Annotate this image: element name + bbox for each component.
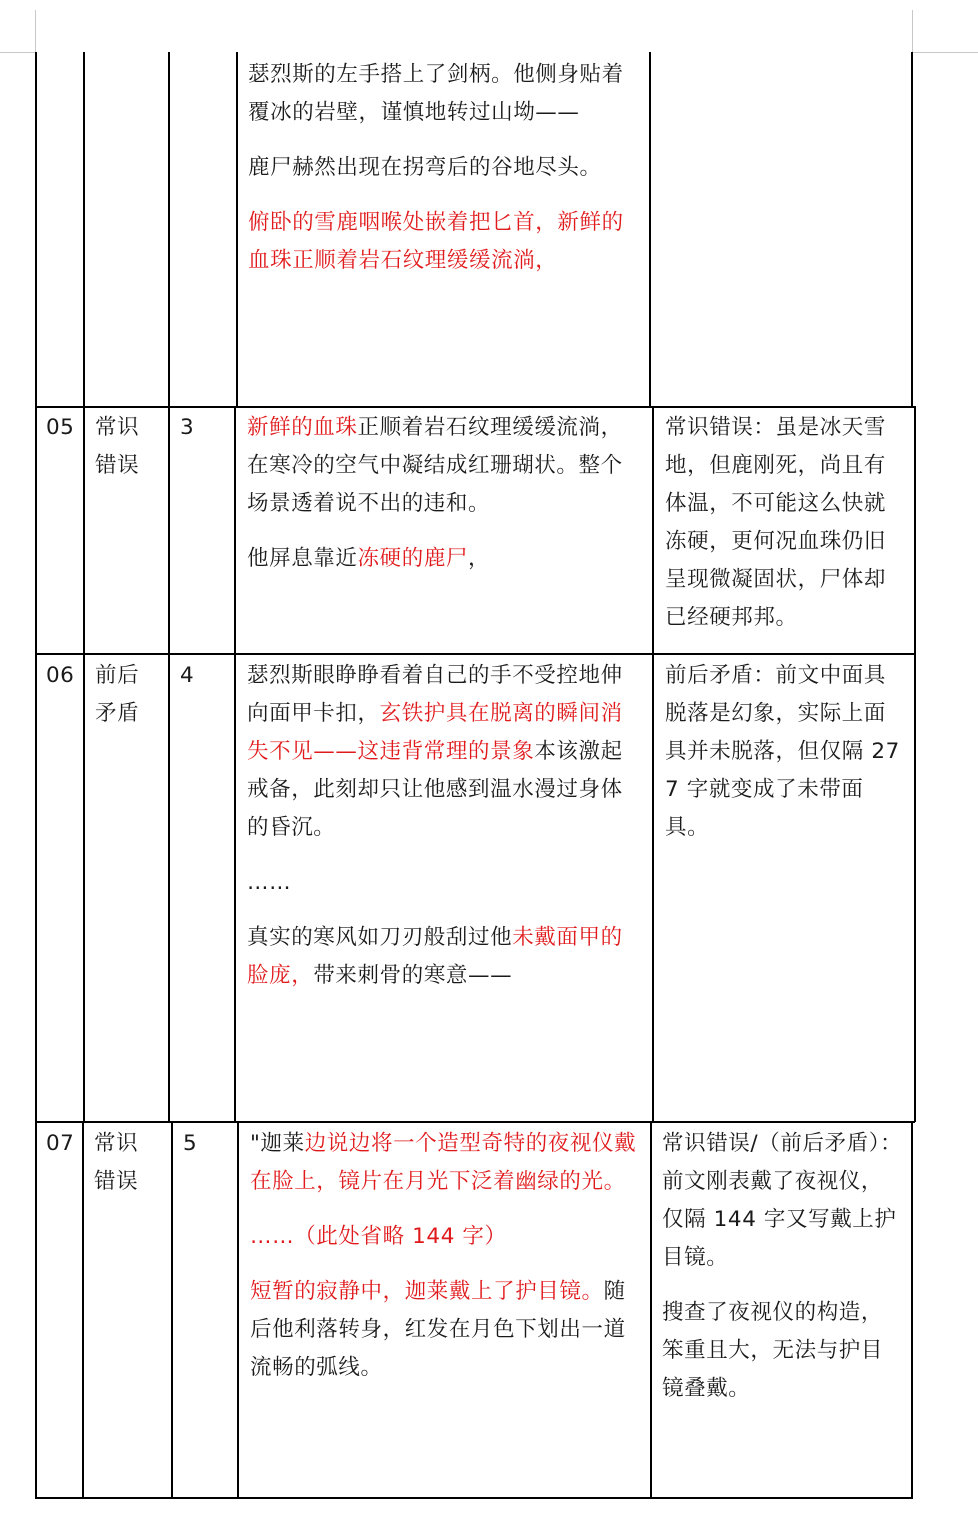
crop-mark-top-left [35,10,36,52]
row-id-05: 05 [46,415,75,440]
cell-paragraph [247,864,642,902]
cell-paragraph [247,540,642,578]
crop-mark-top-left-horizontal [0,52,36,53]
excerpt-cell-07 [250,1125,642,1387]
body-text: "迦莱 [250,1131,305,1156]
body-text: 本该激起戒备，此刻却只让他感到温水漫过身体的昏沉。 [247,739,623,840]
crop-mark-top-right [912,10,913,52]
highlighted-text: 玄铁护具在脱离的瞬间消失不见——这违背常理的景象 [247,701,623,764]
body-text: …… [247,870,292,895]
body-text: 常识错误/（前后矛盾）：前文刚表戴了夜视仪，仅隔 144 字又写戴上护目镜。 [662,1131,903,1270]
cell-paragraph [248,204,640,280]
note-cell-07 [662,1125,904,1408]
body-text: ， [468,546,491,571]
error-count-06: 4 [180,663,195,688]
note-cell-05 [665,409,905,637]
highlighted-text: 边说边将一个造型奇特的夜视仪戴在脸上，镜片在月光下泛着幽绿的光。 [250,1131,637,1194]
body-text: 前后矛盾：前文中面具脱落是幻象，实际上面具并未脱落，但仅隔 277 字就变成了未带面具。 [665,663,900,840]
body-text: 瑟烈斯的左手搭上了剑柄。他侧身贴着覆冰的岩壁，谨慎地转过山坳—— [248,62,624,125]
cell-paragraph [248,149,640,187]
cell-paragraph [247,919,642,995]
cell-paragraph [665,409,905,637]
cell-paragraph [247,657,642,847]
body-text: 鹿尸赫然出现在拐弯后的谷地尽头。 [248,155,602,180]
body-text: 常识错误：虽是冰天雪地，但鹿刚死，尚且有体温，不可能这么快就冻硬，更何况血珠仍旧呈现微凝固状，尸体却已经硬邦邦。 [665,415,887,630]
note-cell-06 [665,657,905,847]
error-count-05: 3 [180,415,195,440]
cell-paragraph [248,56,640,132]
highlighted-text: 俯卧的雪鹿咽喉处嵌着把匕首，新鲜的血珠正顺着岩石纹理缓缓流淌， [248,210,624,273]
excerpt-cell-06 [247,657,642,995]
highlighted-text: 未戴面甲的脸庞， [247,925,623,988]
body-text: 随后他利落转身，红发在月色下划出一道流畅的弧线。 [250,1279,626,1380]
excerpt-cell-05 [247,409,642,578]
error-type-05: 常识错误 [95,415,140,478]
body-text: 他屏息靠近 [247,546,358,571]
highlighted-text: 冻硬的鹿尸 [357,546,469,571]
body-text: 带来刺骨的寒意—— [313,963,513,988]
body-text: 真实的寒风如刀刃般刮过他 [247,925,513,950]
body-text: 搜查了夜视仪的构造，笨重且大，无法与护目镜叠戴。 [662,1300,884,1401]
body-text: 瑟烈斯眼睁睁看着自己的手不受控地伸向面甲卡扣， [247,663,623,726]
cell-paragraph [247,409,642,523]
cell-paragraph [250,1125,642,1201]
cell-paragraph [665,657,905,847]
row-id-06: 06 [46,663,75,688]
cell-paragraph [662,1294,904,1408]
cell-paragraph [250,1273,642,1387]
error-count-07: 5 [183,1131,198,1156]
body-text: 正顺着岩石纹理缓缓流淌，在寒冷的空气中凝结成红珊瑚状。整个场景透着说不出的违和。 [247,415,623,516]
cell-paragraph [250,1218,642,1256]
error-type-07: 常识错误 [94,1131,139,1194]
excerpt-cell-continued [248,56,640,280]
highlighted-text: 新鲜的血珠 [247,415,358,440]
highlighted-text: 短暂的寂静中，迦莱戴上了护目镜。 [250,1279,604,1304]
row-id-07: 07 [46,1131,75,1156]
crop-mark-top-right-horizontal [912,52,978,53]
cell-paragraph [662,1125,904,1277]
error-type-06: 前后矛盾 [95,663,140,726]
highlighted-text: ……（此处省略 144 字） [250,1224,507,1249]
